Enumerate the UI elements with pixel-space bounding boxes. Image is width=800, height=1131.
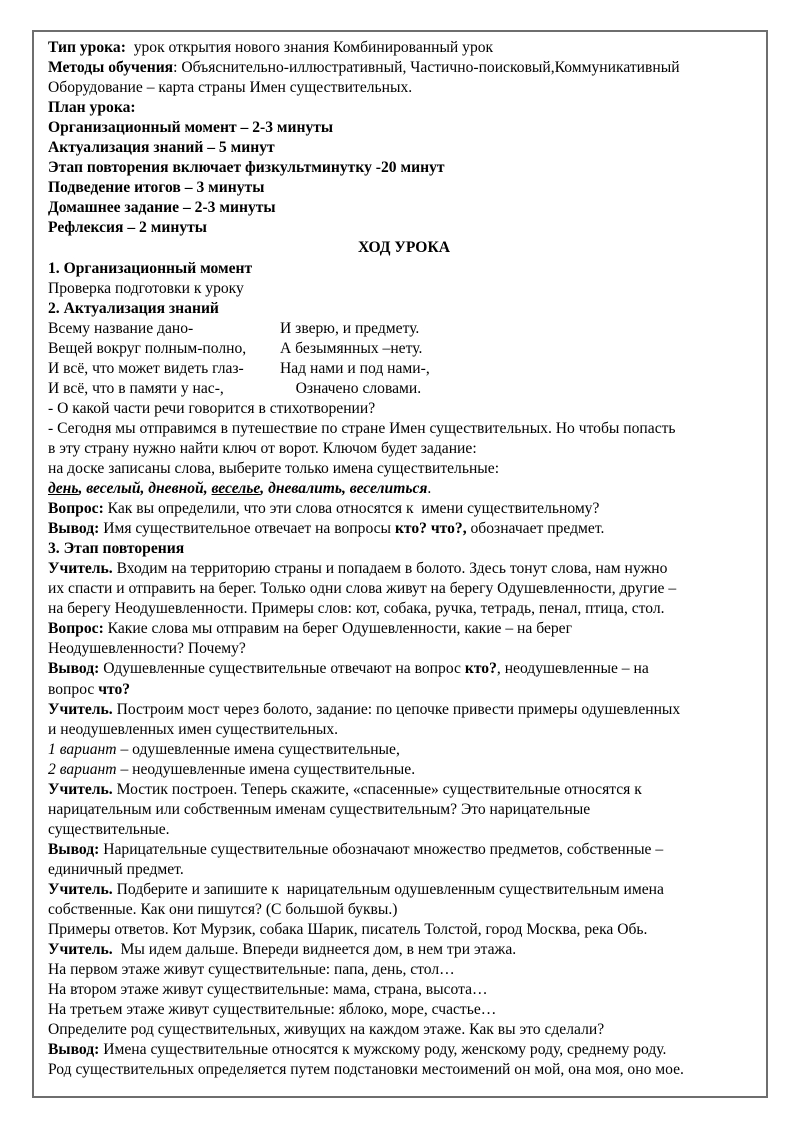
conclusion: Вывод: Имена существительные относятся к мужскому роду, женскому роду, среднему роду. [48,1041,667,1059]
paragraph: нарицательным или собственным именам существительным? Это нарицательные [48,800,591,818]
noun-word: веселье [211,480,261,498]
variant-line: 1 вариант – одушевленные имена существительные, [48,740,400,758]
variant-line: 2 вариант – неодушевленные имена существительные. [48,760,416,778]
plan-item: Этап повторения включает физкультминутку -20 минут [48,159,445,177]
paragraph: Род существительных определяется путем подстановки местоимений он мой, она моя, оно мое. [48,1061,684,1079]
paragraph: Определите род существительных, живущих на каждом этаже. Как вы это сделали? [48,1021,605,1039]
teacher-line: Учитель. Мы идем дальше. Впереди виднеется дом, в нем три этажа. [48,941,517,959]
paragraph: вопрос что? [48,680,131,698]
page-frame [32,30,768,1098]
plan-item: Актуализация знаний – 5 минут [48,139,275,157]
paragraph: - Сегодня мы отправимся в путешествие по стране Имен существительных. Но чтобы попасть [48,419,676,437]
teacher-line: Учитель. Подберите и запишите к нарицательным одушевленным существительным имена [48,880,664,898]
paragraph: существительные. [48,820,170,838]
teacher-line: Учитель. Входим на территорию страны и попадаем в болото. Здесь тонут слова, нам нужно [48,560,668,578]
teacher-line: Учитель. Мостик построен. Теперь скажите, «спасенные» существительные относятся к [48,780,642,798]
plan-item: Организационный момент – 2-3 минуты [48,119,334,137]
question: Вопрос: Какие слова мы отправим на берег Одушевленности, какие – на берег [48,620,572,638]
equipment: Оборудование – карта страны Имен существительных. [48,79,413,97]
paragraph: На первом этаже живут существительные: папа, день, стол… [48,961,455,979]
section-heading: 3. Этап повторения [48,540,185,558]
section-heading: 2. Актуализация знаний [48,299,219,317]
paragraph: единичный предмет. [48,860,184,878]
poem-line: Всему название дано- И зверю, и предмету. [48,319,420,337]
methods-label: Методы обучения [48,59,174,77]
methods [48,58,760,78]
document-body [48,38,760,1080]
poem-line: Вещей вокруг полным-полно, А безымянных –нету. [48,339,423,357]
plan-item: Подведение итогов – 3 минуты [48,179,265,197]
course-title: ХОД УРОКА [357,239,451,257]
paragraph: - О какой части речи говорится в стихотворении? [48,399,376,417]
paragraph: На втором этаже живут существительные: мама, страна, высота… [48,981,488,999]
methods-value: : Объяснительно-иллюстративный, Частично-поисковый,Коммуникативный [173,59,680,77]
lesson-type [48,38,760,58]
paragraph: их спасти и отправить на берег. Только одни слова живут на берегу Одушевленности, другие – [48,580,677,598]
conclusion: Вывод: Одушевленные существительные отвечают на вопрос кто?, неодушевленные – на [48,660,649,678]
paragraph: Проверка подготовки к уроку [48,279,244,297]
poem-line: И всё, что может видеть глаз- Над нами и под нами-, [48,359,430,377]
lesson-type-value: урок открытия нового знания Комбинированный урок [133,39,494,56]
plan-item: Домашнее задание – 2-3 минуты [48,199,276,217]
plan-title: План урока: [48,99,136,117]
conclusion: Вывод: Имя существительное отвечает на вопросы кто? что?, обозначает предмет. [48,520,605,538]
question: Вопрос: Как вы определили, что эти слова относятся к имени существительному? [48,500,600,518]
plan-item: Рефлексия – 2 минуты [48,219,207,237]
paragraph: в эту страну нужно найти ключ от ворот. Ключом будет задание: [48,439,477,457]
section-heading: 1. Организационный момент [48,259,253,277]
noun-word: день [48,480,79,498]
paragraph: и неодушевленных имен существительных. [48,720,339,738]
paragraph: На третьем этаже живут существительные: яблоко, море, счастье… [48,1001,497,1019]
poem-line: И всё, что в памяти у нас-, Означено словами. [48,379,422,397]
paragraph: собственные. Как они пишутся? (С большой буквы.) [48,901,398,919]
paragraph: на доске записаны слова, выберите только имена существительные: [48,459,500,477]
teacher-line: Учитель. Построим мост через болото, задание: по цепочке привести примеры одушевленных [48,700,681,718]
paragraph: на берегу Неодушевленности. Примеры слов: кот, собака, ручка, тетрадь, пенал, птица, стол. [48,600,665,618]
lesson-type-label: Тип урока: [48,39,126,56]
paragraph: Примеры ответов. Кот Мурзик, собака Шарик, писатель Толстой, город Москва, река Обь. [48,921,648,939]
conclusion: Вывод: Нарицательные существительные обозначают множество предметов, собственные – [48,840,664,858]
word-list: день, веселый, дневной, веселье, дневалить, веселиться. [48,480,432,498]
paragraph: Неодушевленности? Почему? [48,640,246,658]
